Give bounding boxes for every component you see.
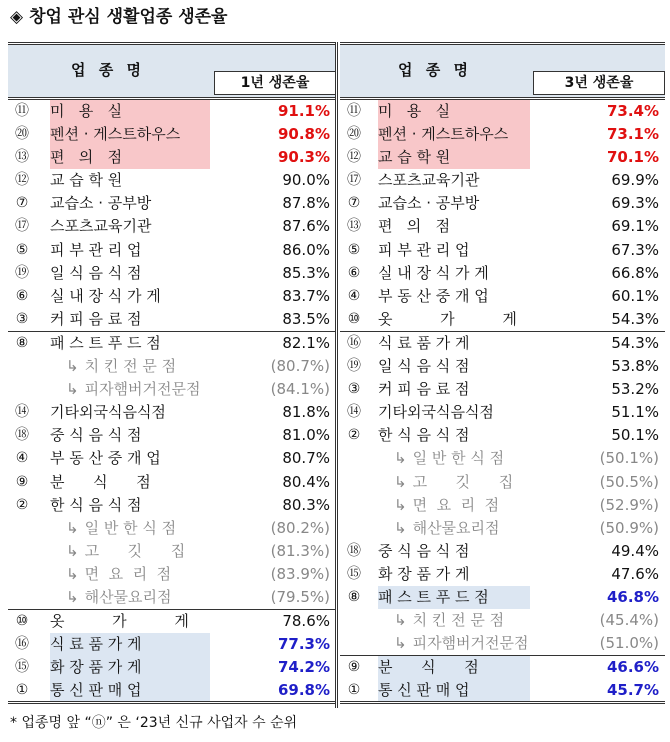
industry-name-text: 스포츠교육기관: [50, 217, 152, 236]
industry-name-text: 치 킨 전 문 점: [412, 611, 505, 630]
industry-name-text: 해산물요리점: [84, 587, 172, 606]
industry-name-text: 교습소 · 공부방: [378, 194, 480, 213]
survival-rate: 90.8%: [277, 125, 330, 144]
industry-name: [66, 378, 210, 401]
industry-name-text: 옷 가 게: [50, 612, 189, 631]
survival-rate: 78.6%: [282, 612, 330, 631]
survival-rate: (50.9%): [599, 518, 659, 537]
industry-name-text: 피자햄버거전문점: [412, 634, 529, 653]
survival-rate: (81.3%): [270, 541, 330, 560]
industry-name: [50, 610, 210, 633]
table-row: [8, 401, 336, 424]
rank-number: ⑫: [15, 172, 29, 189]
sub-category-row: [340, 471, 665, 494]
industry-name-text: 통 신 판 매 업: [378, 681, 470, 700]
rank-number: ⑧: [347, 588, 361, 605]
rank-number: ⑫: [347, 149, 361, 166]
table-row: [8, 424, 336, 447]
table-row: [340, 540, 665, 563]
table-row: [340, 586, 665, 609]
industry-name-text: 부 동 산 중 개 업: [378, 286, 489, 305]
rank-number: ④: [15, 450, 29, 467]
industry-name-text: 중 식 음 식 점: [378, 541, 470, 560]
table-body: [8, 100, 336, 702]
survival-rate: (84.1%): [270, 380, 330, 399]
rank-number: ⑲: [347, 358, 361, 375]
table-row: [340, 146, 665, 169]
table-row: [340, 262, 665, 285]
industry-name: [50, 262, 210, 285]
industry-name-text: 피 부 관 리 업: [50, 240, 142, 259]
table-row: [340, 378, 665, 401]
table-row: [8, 308, 336, 331]
sub-category-row: [340, 609, 665, 632]
sub-arrow-icon: ↳: [66, 564, 79, 583]
industry-name: [50, 332, 210, 355]
rank-number: ⑱: [347, 542, 361, 559]
table-row: [8, 633, 336, 656]
table-row: [340, 285, 665, 308]
industry-name-header: 업 종 명: [71, 61, 145, 79]
industry-name: [50, 146, 210, 169]
table-row: [8, 192, 336, 215]
survival-rate: 69.3%: [611, 194, 659, 213]
table-row: [340, 401, 665, 424]
survival-rate: 67.3%: [611, 240, 659, 259]
industry-name: [378, 146, 530, 169]
industry-name-text: 분 식 점: [378, 658, 479, 677]
industry-name-text: 일 식 음 식 점: [378, 357, 470, 376]
sub-category-row: [8, 540, 336, 563]
table-bottom-border: [340, 701, 665, 704]
sub-category-row: [8, 517, 336, 540]
rank-number: ③: [15, 310, 29, 327]
survival-rate: 49.4%: [611, 541, 659, 560]
industry-name: [50, 471, 210, 494]
industry-name: [378, 401, 530, 424]
survival-rate: 45.7%: [606, 681, 659, 700]
industry-name: [378, 285, 530, 308]
rank-number: ⑦: [347, 195, 361, 212]
industry-name-text: 분 식 점: [50, 472, 151, 491]
table-header: [340, 45, 665, 97]
survival-rate: (52.9%): [599, 495, 659, 514]
rank-number: ⑤: [15, 241, 29, 258]
rank-number: ⑪: [15, 103, 29, 119]
industry-name: [378, 215, 530, 238]
rank-number: ②: [15, 496, 29, 513]
sub-category-row: [340, 447, 665, 470]
survival-rate: 46.6%: [606, 658, 659, 677]
rank-number: ⑩: [15, 613, 29, 630]
rate-header: 3년 생존율: [533, 71, 665, 95]
sub-category-row: [340, 494, 665, 517]
table-row: [8, 494, 336, 517]
industry-name-text: 고 깃 집: [84, 541, 186, 560]
sub-category-row: [8, 586, 336, 609]
industry-name-text: 커 피 음 료 점: [378, 380, 470, 399]
survival-rate: 60.1%: [611, 286, 659, 305]
rank-number: ⑤: [347, 241, 361, 258]
industry-name: [50, 192, 210, 215]
sub-arrow-icon: ↳: [394, 518, 407, 537]
sub-arrow-icon: ↳: [394, 449, 407, 468]
survival-rate: (80.7%): [270, 357, 330, 376]
survival-rate: (79.5%): [270, 587, 330, 606]
table-row: [340, 100, 665, 123]
footnote: * 업종명 앞 “ⓝ” 은 ‘23년 신규 사업자 수 순위: [10, 715, 298, 731]
table-row: [8, 331, 336, 355]
industry-name-text: 일 반 한 식 점: [84, 518, 177, 537]
survival-rate: 87.6%: [282, 217, 330, 236]
industry-name-text: 기타외국식음식점: [378, 403, 494, 422]
survival-rate: 47.6%: [611, 564, 659, 583]
table-row: [340, 308, 665, 331]
table-row: [8, 239, 336, 262]
industry-name-text: 식 료 품 가 게: [378, 333, 470, 352]
table-row: [8, 146, 336, 169]
industry-name: [50, 401, 210, 424]
rank-number: ⑲: [15, 264, 29, 281]
industry-name: [394, 471, 530, 494]
survival-rate: 66.8%: [611, 263, 659, 282]
industry-name-text: 기타외국식음식점: [50, 403, 166, 422]
table-row: [340, 424, 665, 447]
rank-number: ⑥: [15, 287, 29, 304]
table-row: [340, 123, 665, 146]
survival-rate: 82.1%: [282, 333, 330, 352]
survival-rate: 54.3%: [611, 309, 659, 328]
industry-name-text: 미 용 실: [378, 102, 451, 120]
rank-number: ①: [15, 682, 29, 699]
industry-name-text: 실 내 장 식 가 게: [50, 286, 161, 305]
industry-name-text: 패 스 트 푸 드 점: [378, 587, 489, 606]
rank-number: ⑮: [15, 659, 29, 676]
table-row: [340, 679, 665, 702]
industry-name-text: 해산물요리점: [412, 518, 500, 537]
rank-number: ⑦: [15, 195, 29, 212]
rank-number: ⑳: [15, 126, 29, 143]
survival-rate: 54.3%: [611, 333, 659, 352]
rank-number: ⑩: [347, 310, 361, 327]
survival-rate: 53.2%: [611, 380, 659, 399]
rank-number: ⑬: [347, 218, 361, 235]
survival-rate: 69.1%: [611, 217, 659, 236]
industry-name-text: 커 피 음 료 점: [50, 309, 142, 328]
rank-number: ⑨: [347, 659, 361, 676]
survival-rate: 81.0%: [282, 426, 330, 445]
survival-rate: 81.8%: [282, 403, 330, 422]
table-row: [340, 169, 665, 192]
industry-name-text: 펜션 · 게스트하우스: [378, 125, 509, 144]
industry-name: [378, 123, 530, 146]
survival-rate: (45.4%): [599, 611, 659, 630]
table-row: [340, 239, 665, 262]
survival-rate: (80.2%): [270, 518, 330, 537]
industry-name: [66, 517, 210, 540]
table-row: [8, 656, 336, 679]
industry-name-text: 패 스 트 푸 드 점: [50, 333, 161, 352]
industry-name-text: 피자햄버거전문점: [84, 380, 201, 399]
industry-name-text: 편 의 점: [378, 217, 451, 236]
industry-name: [50, 215, 210, 238]
industry-name-text: 교 습 학 원: [50, 171, 123, 190]
industry-name: [378, 679, 530, 702]
industry-name: [378, 424, 530, 447]
page-title: [10, 2, 227, 32]
table-divider: [335, 42, 338, 708]
industry-name: [378, 355, 530, 378]
sub-arrow-icon: ↳: [394, 495, 407, 514]
industry-name: [394, 609, 530, 632]
table-body: [340, 100, 665, 702]
survival-rate: 90.0%: [282, 171, 330, 190]
rank-number: ⑰: [15, 218, 29, 235]
sub-category-row: [8, 378, 336, 401]
industry-name-text: 통 신 판 매 업: [50, 681, 142, 700]
rank-number: ⑭: [347, 404, 361, 421]
industry-name-text: 화 장 품 가 게: [378, 564, 470, 583]
rank-number: ⑯: [15, 636, 29, 653]
industry-name-text: 편 의 점: [50, 148, 123, 167]
industry-name-text: 부 동 산 중 개 업: [50, 449, 161, 468]
industry-name-text: 교 습 학 원: [378, 148, 451, 167]
survival-rate: 87.8%: [282, 194, 330, 213]
survival-rate: 85.3%: [282, 263, 330, 282]
rank-number: ⑭: [15, 404, 29, 421]
rank-number: ②: [347, 427, 361, 444]
industry-name: [66, 355, 210, 378]
sub-arrow-icon: ↳: [66, 541, 79, 560]
rank-number: ⑥: [347, 264, 361, 281]
industry-name: [50, 123, 210, 146]
industry-name-text: 일 반 한 식 점: [412, 449, 505, 468]
survival-rate: 83.7%: [282, 286, 330, 305]
survival-rate: 69.8%: [277, 681, 330, 700]
sub-arrow-icon: ↳: [394, 472, 407, 491]
industry-name: [50, 656, 210, 679]
rank-number: ④: [347, 287, 361, 304]
survival-rate: 83.5%: [282, 309, 330, 328]
industry-name-header: 업 종 명: [398, 61, 472, 79]
survival-rate: 53.8%: [611, 357, 659, 376]
industry-name-text: 중 식 음 식 점: [50, 426, 142, 445]
sub-category-row: [340, 517, 665, 540]
industry-name-text: 면 요 리 점: [412, 495, 500, 514]
diamond-icon: ◈: [10, 7, 24, 27]
table-row: [340, 655, 665, 679]
rank-number: ⑧: [15, 334, 29, 351]
industry-name: [378, 192, 530, 215]
table-row: [8, 262, 336, 285]
table-row: [8, 169, 336, 192]
industry-name: [50, 239, 210, 262]
sub-arrow-icon: ↳: [394, 611, 407, 630]
table-row: [340, 355, 665, 378]
survival-rate: 69.9%: [611, 171, 659, 190]
rank-number: ①: [347, 682, 361, 699]
table-row: [8, 609, 336, 633]
rank-number: ⑮: [347, 565, 361, 582]
industry-name: [378, 332, 530, 355]
sub-category-row: [8, 563, 336, 586]
survival-rate: (50.5%): [599, 472, 659, 491]
survival-rate: (83.9%): [270, 564, 330, 583]
industry-name-text: 스포츠교육기관: [378, 171, 480, 190]
survival-rate: 90.3%: [277, 148, 330, 167]
survival-rate: 80.7%: [282, 449, 330, 468]
industry-name: [378, 586, 530, 609]
industry-name: [378, 262, 530, 285]
table-row: [340, 563, 665, 586]
rank-number: ⑳: [347, 126, 361, 143]
rank-number: ⑱: [15, 427, 29, 444]
industry-name-text: 펜션 · 게스트하우스: [50, 125, 181, 144]
sub-category-row: [340, 632, 665, 655]
industry-name-text: 실 내 장 식 가 게: [378, 263, 489, 282]
industry-name: [378, 100, 530, 123]
survival-rate: (51.0%): [599, 634, 659, 653]
industry-name: [378, 540, 530, 563]
table-header: [8, 45, 336, 97]
industry-name-text: 면 요 리 점: [84, 564, 172, 583]
table-row: [8, 285, 336, 308]
table-row: [340, 192, 665, 215]
survival-rate: 70.1%: [606, 148, 659, 167]
survival-rate: 46.8%: [606, 587, 659, 606]
industry-name: [378, 239, 530, 262]
industry-name: [394, 632, 530, 655]
industry-name-text: 피 부 관 리 업: [378, 240, 470, 259]
industry-name-text: 한 식 음 식 점: [50, 495, 142, 514]
industry-name: [378, 169, 530, 192]
industry-name: [50, 494, 210, 517]
industry-name: [66, 563, 210, 586]
industry-name: [394, 447, 530, 470]
industry-name: [394, 517, 530, 540]
sub-arrow-icon: ↳: [66, 357, 79, 376]
industry-name-text: 교습소 · 공부방: [50, 194, 152, 213]
survival-rate: 77.3%: [277, 635, 330, 654]
industry-name: [50, 308, 210, 331]
survival-rate: 73.1%: [606, 125, 659, 144]
survival-rate: (50.1%): [599, 449, 659, 468]
industry-name-text: 미 용 실: [50, 102, 123, 120]
rank-number: ⑰: [347, 172, 361, 189]
survival-rate: 86.0%: [282, 240, 330, 259]
industry-name-text: 일 식 음 식 점: [50, 263, 142, 282]
sub-arrow-icon: ↳: [394, 634, 407, 653]
rank-number: ⑪: [347, 103, 361, 119]
table-row: [8, 100, 336, 123]
industry-name: [378, 308, 530, 331]
table-bottom-border: [8, 701, 336, 704]
rank-number: ⑬: [15, 149, 29, 166]
industry-name: [394, 494, 530, 517]
industry-name-text: 고 깃 집: [412, 472, 514, 491]
survival-rate: 50.1%: [611, 426, 659, 445]
industry-name-text: 한 식 음 식 점: [378, 426, 470, 445]
industry-name: [66, 586, 210, 609]
industry-name-text: 화 장 품 가 게: [50, 658, 142, 677]
industry-name-text: 식 료 품 가 게: [50, 635, 142, 654]
table-row: [8, 679, 336, 702]
survival-rate: 74.2%: [277, 658, 330, 677]
industry-name: [50, 447, 210, 470]
rank-number: ③: [347, 381, 361, 398]
survival-rate: 80.4%: [282, 472, 330, 491]
sub-arrow-icon: ↳: [66, 380, 79, 399]
sub-arrow-icon: ↳: [66, 587, 79, 606]
industry-name: [378, 378, 530, 401]
industry-name: [50, 679, 210, 702]
rank-number: ⑯: [347, 334, 361, 351]
industry-name-text: 옷 가 게: [378, 309, 517, 328]
rank-number: ⑨: [15, 473, 29, 490]
rate-header: 1년 생존율: [214, 71, 336, 95]
sub-arrow-icon: ↳: [66, 518, 79, 537]
industry-name: [378, 656, 530, 679]
table-row: [8, 447, 336, 470]
industry-name: [50, 633, 210, 656]
table-row: [340, 215, 665, 238]
table-row: [8, 123, 336, 146]
table-row: [340, 331, 665, 355]
survival-rate: 51.1%: [611, 403, 659, 422]
survival-rate: 80.3%: [282, 495, 330, 514]
survival-rate: 91.1%: [277, 102, 330, 120]
industry-name: [50, 100, 210, 123]
table-row: [8, 215, 336, 238]
industry-name: [378, 563, 530, 586]
industry-name-text: 치 킨 전 문 점: [84, 357, 177, 376]
table-row: [8, 471, 336, 494]
industry-name: [66, 540, 210, 563]
industry-name: [50, 169, 210, 192]
title-text: 창업 관심 생활업종 생존율: [29, 7, 228, 27]
sub-category-row: [8, 355, 336, 378]
industry-name: [50, 424, 210, 447]
survival-rate: 73.4%: [606, 102, 659, 120]
industry-name: [50, 285, 210, 308]
